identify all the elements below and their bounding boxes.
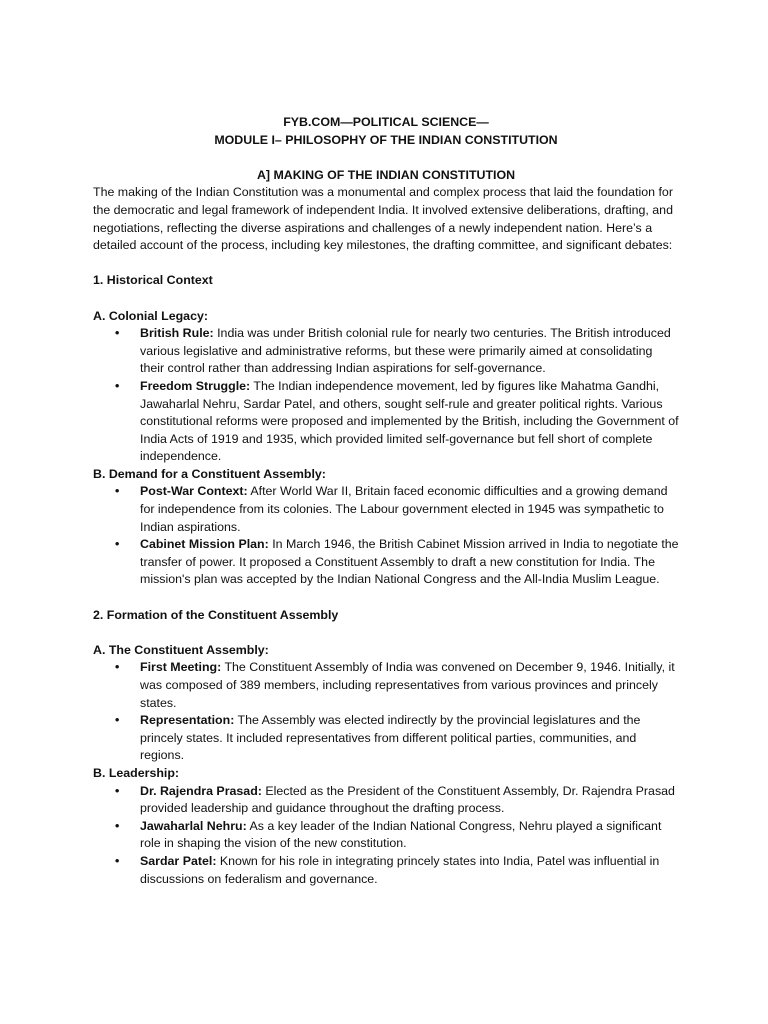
list-item: [93, 853, 679, 888]
header-line-1: FYB.COM—POLITICAL SCIENCE—: [283, 115, 489, 129]
item-text: India was under British colonial rule for nearly two centuries. The British introduced various legislative and administrative reforms, but these were primarily aimed at consolidating their control rather than addressing Indian aspirations for self-governance.: [140, 326, 671, 376]
header-line-2: MODULE I– PHILOSOPHY OF THE INDIAN CONSTITUTION: [214, 132, 558, 147]
constituent-assembly-list: [93, 659, 679, 765]
list-item: [93, 783, 679, 818]
list-item: [93, 536, 679, 589]
demand-heading: B. Demand for a Constituent Assembly:: [93, 466, 326, 481]
item-text: After World War II, Britain faced economic difficulties and a growing demand for independence from its colonies. The Labour government elected in 1945 was sympathetic to Indian aspirations.: [140, 484, 668, 534]
list-item: [93, 712, 679, 765]
list-item: [93, 818, 679, 853]
item-text: As a key leader of the Indian National Congress, Nehru played a significant role in shaping the vision of the new constitution.: [140, 818, 662, 851]
historical-context-heading: 1. Historical Context: [93, 273, 213, 288]
formation-heading: 2. Formation of the Constituent Assembly: [93, 607, 339, 622]
demand-list: [93, 483, 679, 589]
colonial-legacy-list: [93, 325, 679, 466]
leadership-heading: B. Leadership:: [93, 765, 180, 780]
spacer: [93, 624, 679, 642]
item-label: Jawaharlal Nehru:: [140, 818, 247, 833]
section-a-title: A] MAKING OF THE INDIAN CONSTITUTION: [256, 167, 516, 182]
item-text: The Assembly was elected indirectly by the provincial legislatures and the princely states. It included representatives from different political parties, communities, and regions.: [140, 713, 641, 763]
item-label: Representation:: [140, 713, 235, 728]
item-label: British Rule:: [140, 326, 214, 341]
spacer: [93, 589, 679, 607]
item-label: First Meeting:: [140, 660, 222, 675]
spacer: [93, 290, 679, 308]
document-body: [93, 114, 679, 888]
list-item: [93, 325, 679, 378]
item-label: Cabinet Mission Plan:: [140, 537, 269, 552]
item-label: Sardar Patel:: [140, 853, 217, 868]
item-label: Freedom Struggle:: [140, 378, 251, 393]
item-text: The Constituent Assembly of India was convened on December 9, 1946. Initially, it was composed of 389 members, including representatives from various provinces and princely states.: [140, 660, 675, 710]
list-item: [93, 483, 679, 536]
item-label: Post-War Context:: [140, 484, 248, 499]
item-text: Known for his role in integrating princely states into India, Patel was influential in discussions on federalism and governance.: [140, 853, 660, 886]
constituent-assembly-heading: A. The Constituent Assembly:: [93, 642, 269, 657]
spacer: [93, 255, 679, 273]
colonial-legacy-heading: A. Colonial Legacy:: [93, 308, 208, 323]
list-item: [93, 659, 679, 712]
item-text: Elected as the President of the Constituent Assembly, Dr. Rajendra Prasad provided leadership and guidance throughout the drafting process.: [140, 783, 675, 816]
item-text: In March 1946, the British Cabinet Mission arrived in India to negotiate the transfer of power. It proposed a Constituent Assembly to draft a new constitution for India. The mission's plan was accepted by the Indian National Congress and the All-India Muslim League.: [140, 537, 679, 587]
item-label: Dr. Rajendra Prasad:: [140, 783, 262, 798]
item-text: The Indian independence movement, led by figures like Mahatma Gandhi, Jawaharlal Nehru, Sardar Patel, and others, sought self-rule and greater political rights. Various constitutional reforms were proposed and implemented by the British, including the Government of India Acts of 1919 and 1935, which provided limited self-governance but fell short of complete independence.: [140, 378, 679, 464]
leadership-list: [93, 783, 679, 889]
intro-paragraph: The making of the Indian Constitution was a monumental and complex process that laid the foundation for the democratic and legal framework of independent India. It involved extensive deliberations, drafting, and negotiations, reflecting the diverse aspirations and challenges of a newly independent nation. Here’s a detailed account of the process, including key milestones, the drafting committee, and significant debates:: [93, 185, 673, 253]
list-item: [93, 378, 679, 466]
